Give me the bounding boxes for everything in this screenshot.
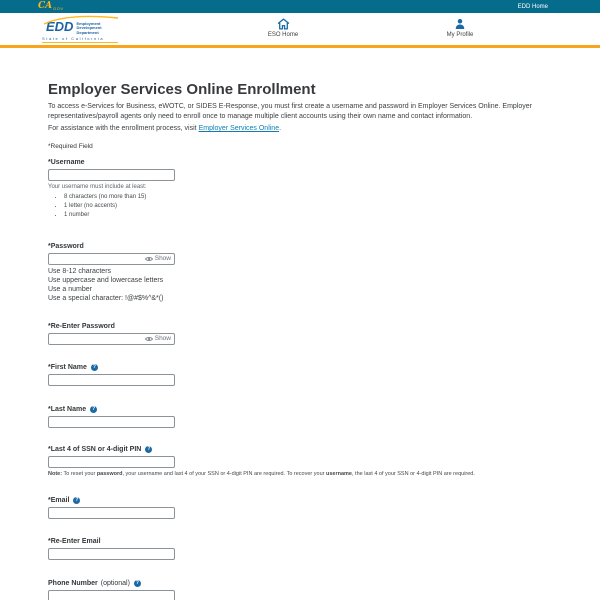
reenter-password-field-group xyxy=(48,323,560,345)
first-name-field-group xyxy=(48,364,560,386)
password-rule: Use uppercase and lowercase letters xyxy=(48,276,164,284)
last-name-label: *Last Name xyxy=(48,405,87,413)
edd-logo[interactable] xyxy=(40,15,122,46)
assist-text: For assistance with the enrollment process, visit Employer Services Online. xyxy=(48,125,282,132)
password-input[interactable] xyxy=(49,255,145,262)
username-requirement: • 1 number xyxy=(64,213,560,219)
email-help-icon[interactable]: ? xyxy=(75,497,79,503)
required-field-note: *Required Field xyxy=(48,143,93,150)
edd-logo-state-text: State of California xyxy=(42,36,118,43)
site-header xyxy=(0,13,600,48)
eye-icon xyxy=(145,256,153,262)
email-label: *Email xyxy=(48,496,70,504)
reenter-password-input-group xyxy=(48,333,175,345)
main-content xyxy=(0,81,560,600)
employer-services-online-link[interactable]: Employer Services Online xyxy=(198,125,280,132)
phone-input[interactable] xyxy=(48,590,175,600)
username-requirements-list xyxy=(64,195,560,219)
nav-my-profile[interactable] xyxy=(430,18,490,38)
show-password-button[interactable] xyxy=(145,255,174,262)
first-name-label: *First Name xyxy=(48,363,87,371)
ssn-pin-field-group xyxy=(48,446,560,478)
password-rule: Use 8-12 characters xyxy=(48,267,112,275)
ssn-pin-label: *Last 4 of SSN or 4-digit PIN xyxy=(48,445,142,453)
phone-optional-label: (optional) xyxy=(100,579,130,587)
page-title: Employer Services Online Enrollment xyxy=(48,81,316,98)
reenter-password-input[interactable] xyxy=(49,335,145,342)
cagov-logo[interactable]: CA GOV xyxy=(38,1,64,11)
first-name-help-icon[interactable]: ? xyxy=(92,364,96,370)
ssn-pin-help-icon[interactable]: ? xyxy=(147,446,151,452)
last-name-input[interactable] xyxy=(48,416,175,428)
password-field-group xyxy=(48,243,560,303)
password-rule: Use a special character: !@#$%^&*() xyxy=(48,294,164,302)
username-field-group xyxy=(48,159,560,219)
edd-home-link[interactable]: EDD Home xyxy=(517,3,548,10)
reenter-email-label: *Re-Enter Email xyxy=(48,537,101,545)
username-label: *Username xyxy=(48,159,85,166)
show-password-label: Show xyxy=(154,255,171,262)
phone-field-group xyxy=(48,580,560,600)
reenter-password-label: *Re-Enter Password xyxy=(48,322,115,330)
first-name-input[interactable] xyxy=(48,374,175,386)
phone-label: Phone Number (optional) xyxy=(48,579,130,587)
reenter-email-input[interactable] xyxy=(48,548,175,560)
username-requirement: • 1 letter (no accents) xyxy=(64,204,560,210)
edd-logo-text: EDD xyxy=(46,19,74,34)
nav-my-profile-label: My Profile xyxy=(446,32,474,38)
password-rules xyxy=(48,267,560,303)
username-input[interactable] xyxy=(48,169,175,181)
last-name-field-group xyxy=(48,406,560,428)
edd-logo-dept-text: Employment Development Department xyxy=(76,21,102,35)
nav-eso-home-label: ESO Home xyxy=(267,32,299,38)
home-icon xyxy=(277,18,290,30)
ssn-pin-input[interactable] xyxy=(48,456,175,468)
username-hint-title: Your username must include at least: xyxy=(48,184,147,190)
password-label: *Password xyxy=(48,242,84,250)
topbar xyxy=(0,0,600,13)
eye-icon xyxy=(145,336,153,342)
phone-help-icon[interactable]: ? xyxy=(135,580,139,586)
intro-text: To access e-Services for Business, eWOTC, or SIDES E-Response, you must first create a username and password in Employer Services Online. Employer representatives/payroll agents only need to enroll once to manage multiple client accounts using their own name and contact information. xyxy=(48,103,532,120)
reenter-email-field-group xyxy=(48,538,560,560)
username-requirement: • 8 characters (no more than 15) xyxy=(64,195,560,201)
password-input-group xyxy=(48,253,175,265)
edd-logo-swoosh-icon xyxy=(40,15,122,25)
email-input[interactable] xyxy=(48,507,175,519)
ssn-pin-note: Note: To reset your password, your username and last 4 of your SSN or 4-digit PIN are required. To recover your username, the last 4 of your SSN or 4-digit PIN are required. xyxy=(48,470,475,477)
nav-eso-home[interactable] xyxy=(253,18,313,38)
password-rule: Use a number xyxy=(48,285,92,293)
person-icon xyxy=(454,18,466,30)
cagov-logo-text: CA xyxy=(38,1,53,11)
email-field-group xyxy=(48,497,560,519)
show-reenter-password-button[interactable] xyxy=(145,335,174,342)
show-reenter-password-label: Show xyxy=(154,335,171,342)
last-name-help-icon[interactable]: ? xyxy=(92,406,96,412)
